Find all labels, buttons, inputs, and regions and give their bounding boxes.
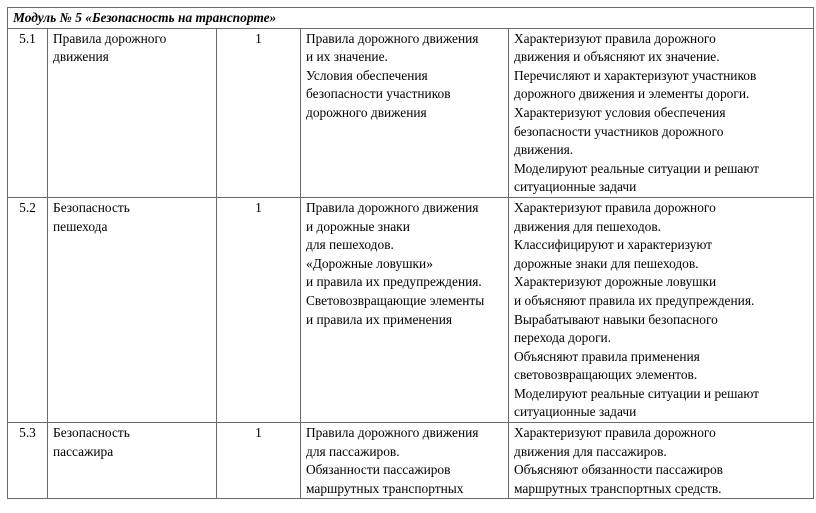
table-row: [8, 423, 814, 499]
row-number: 5.3: [8, 423, 48, 499]
topic-cell: Безопасность пассажира: [48, 423, 217, 499]
table-row: [8, 197, 814, 422]
activities-cell: Характеризуют правила дорожного движения и объясняют их значение. Перечисляют и характеризуют участников дорожного движения и элементы дороги. Характеризуют условия обеспечения безопасности участников дорожного движения. Моделируют реальные ситуации и решают ситуационные задачи: [509, 28, 814, 197]
activities-cell: Характеризуют правила дорожного движения для пешеходов. Классифицируют и характеризуют дорожные знаки для пешеходов. Характеризуют дорожные ловушки и объясняют правила их предупреждения. Вырабатывают навыки безопасного перехода дороги. Объясняют правила применения световозвращающих элементов. Моделируют реальные ситуации и решают ситуационные задачи: [509, 197, 814, 422]
content-cell: Правила дорожного движения и их значение. Условия обеспечения безопасности участников дорожного движения: [301, 28, 509, 197]
content-cell: Правила дорожного движения для пассажиров. Обязанности пассажиров маршрутных транспортных: [301, 423, 509, 499]
hours-cell: 1: [217, 197, 301, 422]
row-number: 5.2: [8, 197, 48, 422]
table-row: [8, 28, 814, 197]
hours-cell: 1: [217, 423, 301, 499]
activities-cell: Характеризуют правила дорожного движения для пассажиров. Объясняют обязанности пассажиров маршрутных транспортных средств.: [509, 423, 814, 499]
curriculum-table: [7, 7, 814, 499]
content-cell: Правила дорожного движения и дорожные знаки для пешеходов. «Дорожные ловушки» и правила их предупреждения. Световозвращающие элементы и правила их применения: [301, 197, 509, 422]
module-title: Модуль № 5 «Безопасность на транспорте»: [8, 8, 814, 29]
row-number: 5.1: [8, 28, 48, 197]
hours-cell: 1: [217, 28, 301, 197]
topic-cell: Правила дорожного движения: [48, 28, 217, 197]
topic-cell: Безопасность пешехода: [48, 197, 217, 422]
module-header-row: [8, 8, 814, 29]
